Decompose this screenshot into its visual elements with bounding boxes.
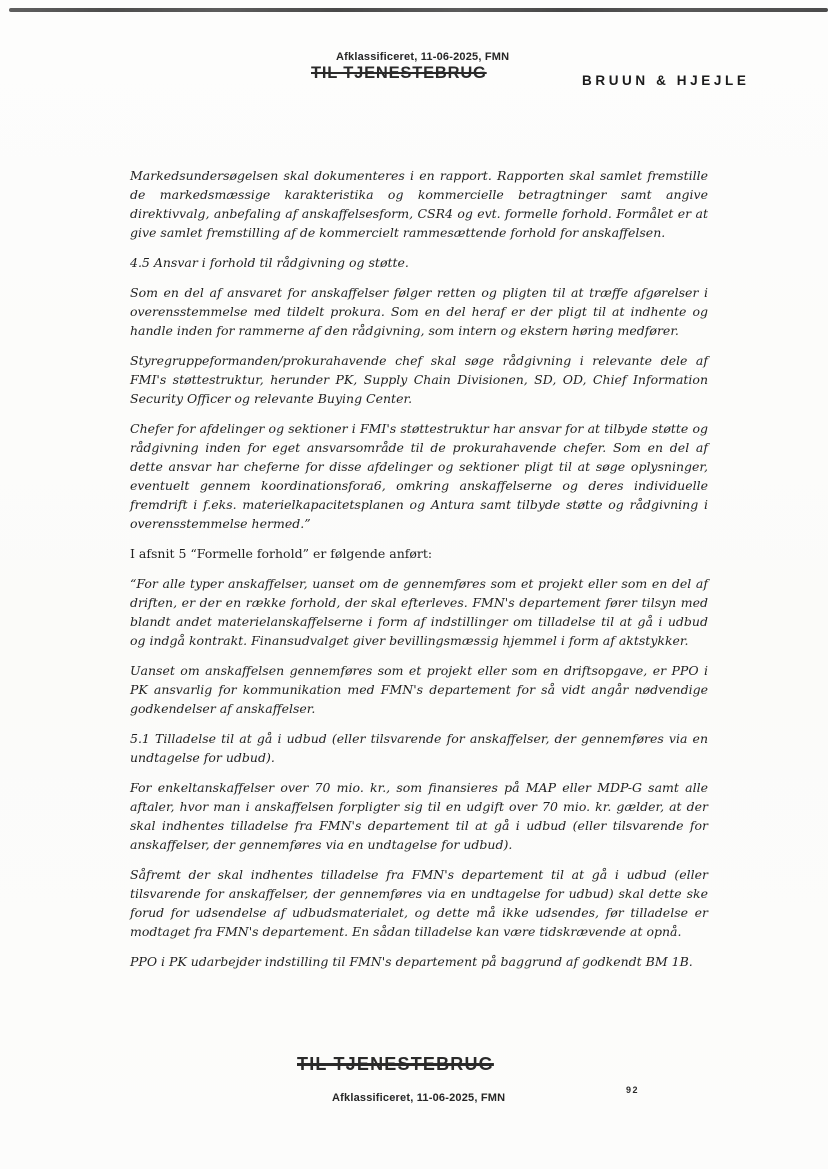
body-paragraph: Styregruppeformanden/prokurahavende chef skal søge rådgivning i relevante dele af FMI's støttestruktur, herunder PK, Supply Chain Divisionen, SD, OD, Chief Information Security Officer og relevante Buying Center.	[130, 353, 708, 406]
body-paragraph: 4.5 Ansvar i forhold til rådgivning og støtte.	[130, 255, 409, 270]
body-paragraph: Såfremt der skal indhentes tilladelse fra FMN's departement til at gå i udbud (eller tilsvarende for anskaffelser, der gennemføres via en undtagelse for udbud) skal dette ske forud for udsendelse af udbudsmaterialet, og dette må ikke udsendes, før tilladelse er modtaget fra FMN's departement. En sådan tilladelse kan være tidskrævende at opnå.	[130, 867, 708, 939]
scan-artifact-line	[9, 8, 828, 12]
body-paragraph: “For alle typer anskaffelser, uanset om de gennemføres som et projekt eller som en del af driften, er der en række forhold, der skal efterleves. FMN's departement fører tilsyn med blandt andet materielanskaffelserne i form af indstillinger om tilladelse til at gå i udbud og indgå kontrakt. Finansudvalget giver bevillingsmæssig hjemmel i form af aktstykker.	[130, 576, 708, 648]
footer-protective-marking: TIL TJENESTEBRUG	[297, 1054, 494, 1074]
body-paragraph: For enkeltanskaffelser over 70 mio. kr., som finansieres på MAP eller MDP-G samt alle aftaler, hvor man i anskaffelsen forpligter sig til en udgift over 70 mio. kr. gælder, at der skal indhentes tilladelse fra FMN's departement til at gå i udbud (eller tilsvarende for anskaffelser, der gennemføres via en undtagelse for udbud).	[130, 780, 708, 852]
page-number: 92	[626, 1085, 640, 1095]
body-paragraph: 5.1 Tilladelse til at gå i udbud (eller tilsvarende for anskaffelser, der gennemføres via en undtagelse for udbud).	[130, 731, 708, 765]
body-paragraph: I afsnit 5 “Formelle forhold” er følgende anført:	[130, 546, 433, 561]
header-protective-marking: TIL TJENESTEBRUG	[311, 64, 487, 82]
body-paragraph: Chefer for afdelinger og sektioner i FMI's støttestruktur har ansvar for at tilbyde støtte og rådgivning inden for eget ansvarsområde til de prokurahavende chefer. Som en del af dette ansvar har cheferne for disse afdelinger og sektioner pligt til at søge oplysninger, eventuelt gennem koordinationsfora6, omkring anskaffelserne og deres individuelle fremdrift i f.eks. materielkapacitetsplanen og Antura samt tilbyde støtte og rådgivning i overensstemmelse hermed.”	[130, 421, 708, 531]
body-paragraph: PPO i PK udarbejder indstilling til FMN's departement på baggrund af godkendt BM 1B.	[130, 954, 693, 969]
footer-classification: Afklassificeret, 11-06-2025, FMN	[332, 1092, 506, 1104]
header-classification: Afklassificeret, 11-06-2025, FMN	[336, 51, 510, 63]
firm-logo: BRUUN & HJEJLE	[582, 73, 750, 88]
document-body	[130, 166, 708, 982]
body-paragraph: Som en del af ansvaret for anskaffelser følger retten og pligten til at træffe afgørelser i overensstemmelse med tildelt prokura. Som en del heraf er der pligt til at indhente og handle inden for rammerne af den rådgivning, som intern og ekstern høring medfører.	[130, 285, 708, 338]
body-paragraph: Markedsundersøgelsen skal dokumenteres i en rapport. Rapporten skal samlet fremstille de markedsmæssige karakteristika og kommercielle betragtninger samt angive direktivvalg, anbefaling af anskaffelsesform, CSR4 og evt. formelle forhold. Formålet er at give samlet fremstilling af de kommercielt rammesættende forhold for anskaffelsen.	[130, 168, 708, 240]
body-paragraph: Uanset om anskaffelsen gennemføres som et projekt eller som en driftsopgave, er PPO i PK ansvarlig for kommunikation med FMN's departement for så vidt angår nødvendige godkendelser af anskaffelser.	[130, 663, 708, 716]
